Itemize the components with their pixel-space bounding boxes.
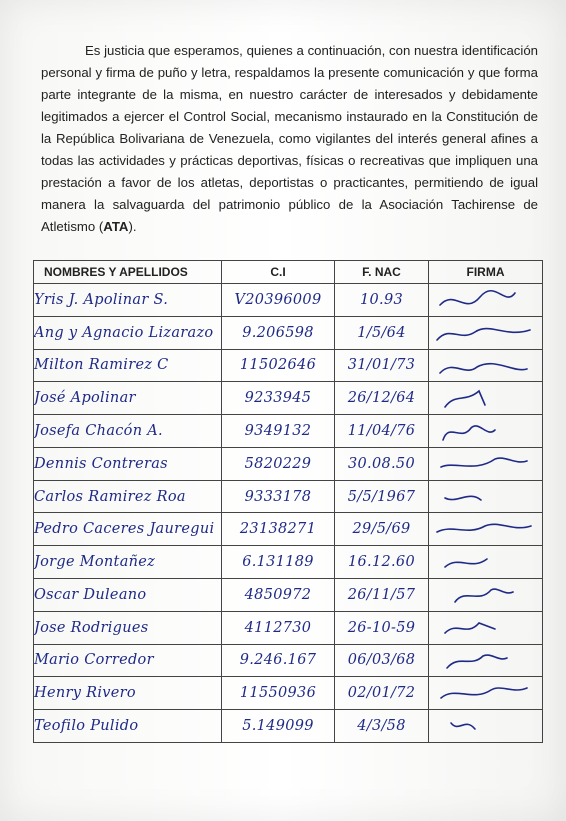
table-row (34, 415, 543, 448)
signer-name: Oscar Duleano (34, 579, 222, 612)
signature-table (33, 260, 543, 743)
signer-birthdate: 4/3/58 (335, 710, 429, 743)
signer-birthdate: 11/04/76 (335, 415, 429, 448)
signer-ci: 9.206598 (222, 316, 335, 349)
signer-birthdate: 5/5/1967 (335, 480, 429, 513)
signer-name: Mario Corredor (34, 644, 222, 677)
signature-scribble (429, 513, 543, 546)
intro-paragraph (41, 40, 538, 238)
signer-ci: 11502646 (222, 349, 335, 382)
signature-scribble (429, 710, 543, 743)
signer-birthdate: 10.93 (335, 284, 429, 317)
signature-scribble (429, 415, 543, 448)
table-row (34, 546, 543, 579)
signer-ci: 23138271 (222, 513, 335, 546)
signer-name: Henry Rivero (34, 677, 222, 710)
signature-scribble (429, 349, 543, 382)
signer-ci: 4112730 (222, 611, 335, 644)
signer-name: Dennis Contreras (34, 447, 222, 480)
header-birthdate: F. NAC (335, 261, 429, 284)
header-signature: FIRMA (429, 261, 543, 284)
signature-scribble (429, 480, 543, 513)
signer-birthdate: 29/5/69 (335, 513, 429, 546)
table-row (34, 316, 543, 349)
signer-ci: 6.131189 (222, 546, 335, 579)
table-row (34, 284, 543, 317)
table-header-row (34, 261, 543, 284)
signer-ci: V20396009 (222, 284, 335, 317)
signer-ci: 9333178 (222, 480, 335, 513)
signer-ci: 9.246.167 (222, 644, 335, 677)
intro-text-end: ). (128, 219, 137, 234)
header-names: NOMBRES Y APELLIDOS (34, 261, 222, 284)
table-row (34, 480, 543, 513)
intro-text: Es justicia que esperamos, quienes a continuación, con nuestra identificación personal y firma de puño y letra, respaldamos la presente comunicación y que forma parte integrante de la misma, en nuestro carácter de interesados y debidamente legitimados a ejercer el Control Social, mecanismo instaurado en la Constitución de la República Bolivariana de Venezuela, como vigilantes del interés general afines a todas las actividades y prácticas deportivas, físicas o recreativas que impliquen una prestación a favor de los atletas, deportistas o practicantes, permitiendo de igual manera la salvaguarda del patrimonio público de la Asociación Tachirense de Atletismo ( (41, 43, 538, 234)
signer-ci: 5.149099 (222, 710, 335, 743)
signature-scribble (429, 677, 543, 710)
signer-birthdate: 26/11/57 (335, 579, 429, 612)
table-row (34, 382, 543, 415)
signer-birthdate: 02/01/72 (335, 677, 429, 710)
signer-name: Teofilo Pulido (34, 710, 222, 743)
signature-scribble (429, 579, 543, 612)
signer-birthdate: 1/5/64 (335, 316, 429, 349)
signer-ci: 4850972 (222, 579, 335, 612)
signer-birthdate: 16.12.60 (335, 546, 429, 579)
signer-name: Carlos Ramirez Roa (34, 480, 222, 513)
table-row (34, 513, 543, 546)
table-row (34, 611, 543, 644)
signature-scribble (429, 447, 543, 480)
signer-name: Josefa Chacón A. (34, 415, 222, 448)
signer-ci: 11550936 (222, 677, 335, 710)
signer-name: Yris J. Apolinar S. (34, 284, 222, 317)
signer-birthdate: 06/03/68 (335, 644, 429, 677)
signature-scribble (429, 316, 543, 349)
header-ci: C.I (222, 261, 335, 284)
table-row (34, 677, 543, 710)
table-row (34, 710, 543, 743)
signer-birthdate: 26/12/64 (335, 382, 429, 415)
signer-name: Jose Rodrigues (34, 611, 222, 644)
signer-birthdate: 30.08.50 (335, 447, 429, 480)
table-row (34, 447, 543, 480)
signer-ci: 5820229 (222, 447, 335, 480)
signer-birthdate: 31/01/73 (335, 349, 429, 382)
table-row (34, 349, 543, 382)
signer-ci: 9349132 (222, 415, 335, 448)
signer-name: Ang y Agnacio Lizarazo (34, 316, 222, 349)
signature-scribble (429, 644, 543, 677)
signature-scribble (429, 284, 543, 317)
signature-scribble (429, 382, 543, 415)
signer-name: Milton Ramirez C (34, 349, 222, 382)
signer-name: José Apolinar (34, 382, 222, 415)
signer-birthdate: 26-10-59 (335, 611, 429, 644)
ata-acronym: ATA (103, 219, 129, 234)
signer-name: Jorge Montañez (34, 546, 222, 579)
table-row (34, 644, 543, 677)
signature-scribble (429, 546, 543, 579)
signer-name: Pedro Caceres Jauregui (34, 513, 222, 546)
signer-ci: 9233945 (222, 382, 335, 415)
table-row (34, 579, 543, 612)
signature-scribble (429, 611, 543, 644)
